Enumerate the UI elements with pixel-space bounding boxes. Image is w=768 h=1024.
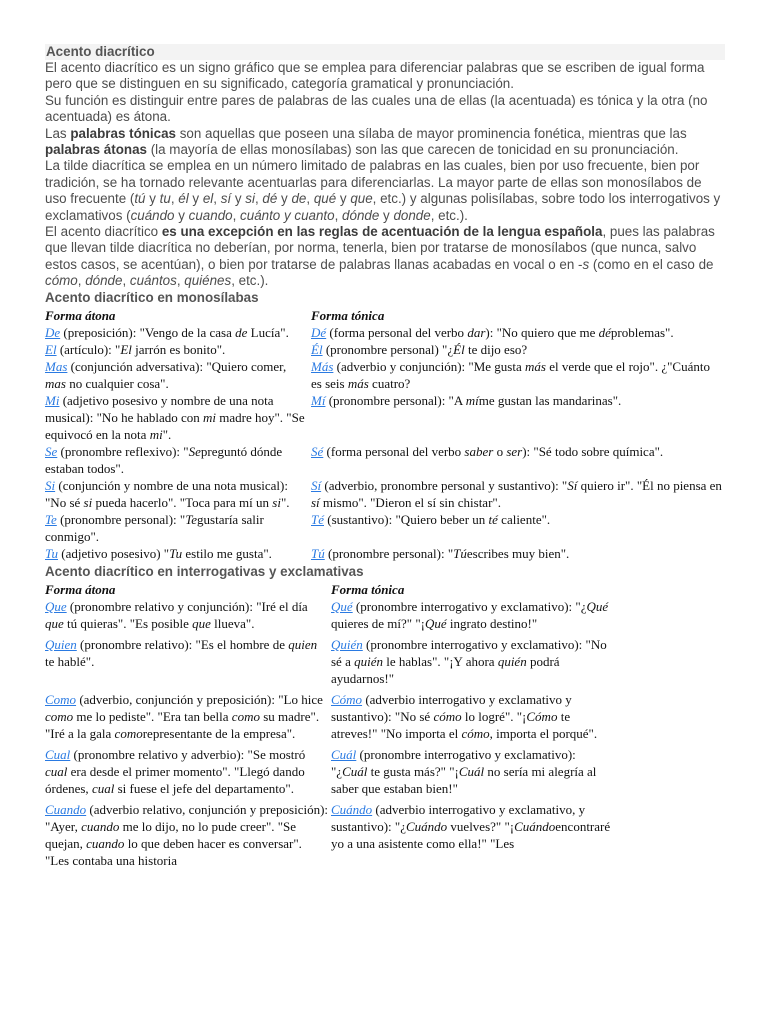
text-run: (preposición): "Vengo de la casa: [60, 324, 236, 340]
text-run: tú quieras". "Es posible: [63, 615, 193, 631]
text-run: El acento diacrítico: [45, 224, 162, 240]
text-run: ,: [170, 191, 179, 207]
text-run: (adverbio interrogativo y exclamativo, y sustantivo): "¿: [331, 801, 586, 834]
italic-text: cuando: [86, 835, 125, 851]
word-link[interactable]: Mas: [45, 358, 68, 374]
italic-text: cómo: [433, 708, 462, 724]
italic-text: si: [245, 191, 255, 207]
word-link[interactable]: Que: [45, 598, 67, 614]
table-row: [45, 341, 725, 358]
text-run: me lo pediste". "Era tan bella: [73, 708, 232, 724]
text-run: lo que deben hacer es conversar". "Les contaba una historia: [45, 835, 302, 868]
cell-tonica: [331, 691, 617, 746]
table-row: [45, 691, 617, 746]
italic-text: de: [235, 324, 248, 340]
text-run: madre hoy". "Se equivocó en la nota: [45, 409, 305, 442]
word-link[interactable]: Cómo: [331, 691, 363, 707]
word-link[interactable]: Como: [45, 691, 77, 707]
cell-atona: [45, 443, 311, 477]
text-run: (pronombre relativo y conjunción): "Iré el día: [66, 598, 308, 614]
word-link[interactable]: Tu: [45, 545, 59, 561]
text-run: (artículo): ": [56, 341, 121, 357]
text-run: , etc.) y algunas polisílabas, sobre todo los interrogativos y exclamativos (: [45, 191, 721, 223]
italic-text: Cuál: [458, 763, 485, 779]
text-run: (pronombre reflexivo): ": [57, 443, 189, 459]
italic-text: que: [192, 615, 211, 631]
italic-text: como: [231, 708, 260, 724]
italic-text: dar: [467, 324, 486, 340]
italic-text: cual: [45, 763, 68, 779]
text-run: (adverbio relativo, conjunción y preposición): "Ayer,: [45, 801, 329, 834]
italic-text: como: [114, 725, 143, 741]
text-run: (forma personal del verbo: [323, 443, 465, 459]
cell-atona: [45, 746, 331, 801]
word-link[interactable]: Quién: [331, 636, 363, 652]
cell-tonica: [331, 801, 617, 873]
text-run: no cualquier cosa".: [65, 375, 169, 391]
italic-text: Cuándo: [514, 818, 556, 834]
text-run: Las: [45, 125, 71, 141]
text-run: (pronombre interrogativo y exclamativo): "¿: [352, 598, 587, 614]
text-run: Lucía".: [247, 324, 289, 340]
italic-text: mi: [149, 426, 163, 442]
table-row: [45, 443, 725, 477]
word-link[interactable]: Si: [45, 477, 56, 493]
paragraph: [45, 224, 725, 290]
text-run: (adverbio y conjunción): "Me gusta: [333, 358, 525, 374]
text-run: y: [277, 191, 292, 207]
word-link[interactable]: Él: [311, 341, 323, 357]
table-monosilabas: [45, 307, 725, 562]
italic-text: dé: [262, 191, 278, 207]
column-header-atona: Forma átona: [45, 581, 116, 597]
text-run: ,: [176, 273, 185, 289]
text-run: preguntó dónde estaban todos".: [45, 443, 283, 476]
italic-text: más: [347, 375, 369, 391]
word-link[interactable]: Té: [311, 511, 324, 527]
column-header-atona: Forma átona: [45, 307, 116, 323]
text-run: me lo dijo, no lo pude creer". "Se quejan,: [45, 818, 297, 851]
italic-text: tu: [159, 191, 171, 207]
text-run: (adverbio, pronombre personal y sustantivo): ": [321, 477, 568, 493]
italic-text: sí: [311, 494, 320, 510]
text-run: su madre". "Iré a la gala: [45, 708, 320, 741]
cell-atona: [45, 477, 311, 511]
text-run: (pronombre personal): "A: [325, 392, 466, 408]
text-run: te hablé".: [45, 653, 95, 669]
text-run: mismo". "Dieron el sí sin chistar".: [319, 494, 501, 510]
text-run: (pronombre personal): ": [56, 511, 186, 527]
text-run: , etc.).: [430, 207, 468, 223]
cell-atona: [45, 545, 311, 562]
cell-atona: [45, 801, 331, 873]
text-run: vuelves?" "¡: [447, 818, 515, 834]
text-run: (adverbio interrogativo y exclamativo y sustantivo): "No sé: [331, 691, 572, 724]
text-run: llueva".: [210, 615, 255, 631]
word-link[interactable]: Te: [45, 511, 57, 527]
italic-text: cuándo: [130, 207, 175, 223]
italic-text: qué: [313, 191, 337, 207]
text-run: problemas".: [610, 324, 674, 340]
cell-atona: [45, 341, 311, 358]
text-run: gustaría salir conmigo".: [45, 511, 264, 544]
table-row: [45, 545, 725, 562]
text-run: ,: [77, 273, 86, 289]
text-run: era desde el primer momento". "Llegó dando órdenes,: [45, 763, 305, 796]
word-link[interactable]: Qué: [331, 598, 353, 614]
paragraph: Su función es distinguir entre pares de palabras de las cuales una de ellas (la acentuada) es tónica y la otra (no acentuada) es átona.: [45, 92, 708, 125]
table-row: [45, 477, 725, 511]
italic-text: s: [582, 256, 590, 272]
text-run: (pronombre personal): ": [324, 545, 454, 561]
italic-text: Tú: [453, 545, 467, 561]
cell-tonica: [311, 392, 725, 443]
italic-text: Cómo: [526, 708, 558, 724]
italic-text: quién: [497, 653, 527, 669]
italic-text: quien: [288, 636, 318, 652]
text-run: ,: [213, 191, 221, 207]
text-run: pueda hacerlo". "Toca para mí un: [92, 494, 273, 510]
cell-atona: [45, 324, 311, 341]
column-header-tonica: Forma tónica: [331, 581, 405, 597]
word-link[interactable]: Cuándo: [331, 801, 373, 817]
word-link[interactable]: Cuando: [45, 801, 87, 817]
text-run: (adverbio, conjunción y preposición): "Lo hice: [76, 691, 323, 707]
italic-text: ser: [506, 443, 523, 459]
text-run: caliente".: [497, 511, 551, 527]
section-heading-monosilabas: Acento diacrítico en monosílabas: [45, 289, 259, 305]
text-run: ): "No quiero que me: [485, 324, 599, 340]
italic-text: Qué: [586, 598, 609, 614]
text-run: jarrón es bonito".: [131, 341, 226, 357]
section-heading-interrogativas: Acento diacrítico en interrogativas y exclamativas: [45, 563, 364, 579]
word-link[interactable]: Se: [45, 443, 58, 459]
text-run: estilo me gusta".: [182, 545, 272, 561]
word-link[interactable]: El: [45, 341, 57, 357]
text-run: (conjunción adversativa): "Quiero comer,: [67, 358, 287, 374]
text-run: (como en el caso de: [589, 256, 714, 272]
italic-text: quiénes: [184, 273, 232, 289]
text-run: y: [188, 191, 203, 207]
italic-text: mas: [45, 375, 66, 391]
text-run: ,: [254, 191, 263, 207]
paragraph: [45, 126, 725, 159]
text-run: , importa el porqué".: [489, 725, 598, 741]
italic-text: como: [45, 708, 74, 724]
italic-text: cuánto y cuanto: [240, 207, 335, 223]
text-run: (pronombre personal) "¿: [322, 341, 454, 357]
italic-text: Se: [188, 443, 201, 459]
word-link[interactable]: Más: [311, 358, 334, 374]
text-run: ): "Sé todo sobre química".: [522, 443, 664, 459]
word-link[interactable]: Quien: [45, 636, 77, 652]
text-run: o: [493, 443, 507, 459]
text-run: le hablas". "¡Y ahora: [383, 653, 498, 669]
text-run: (sustantivo): "Quiero beber un: [324, 511, 489, 527]
paragraph: El acento diacrítico es un signo gráfico que se emplea para diferenciar palabras que se escriben de igual forma pero que se distinguen en su significado, categoría gramatical y pronunciación.: [45, 60, 705, 92]
italic-text: El: [120, 341, 132, 357]
italic-text: cuando: [188, 207, 233, 223]
italic-text: cuántos: [129, 273, 177, 289]
italic-text: dónde: [342, 207, 380, 223]
text-run: si fuese el jefe del departamento".: [114, 780, 294, 796]
italic-text: Cuál: [342, 763, 368, 779]
cell-tonica: [311, 545, 725, 562]
italic-text: él: [178, 191, 189, 207]
text-run: quiero ir". "Él no piensa en: [577, 477, 722, 493]
text-run: (pronombre relativo y adverbio): "Se mostró: [70, 746, 306, 762]
text-run: ,: [122, 273, 130, 289]
italic-text: que: [350, 191, 373, 207]
cell-tonica: [311, 443, 725, 477]
italic-text: dónde: [85, 273, 123, 289]
cell-tonica: [331, 598, 617, 636]
table-interrogativas: [45, 581, 617, 873]
bold-text: palabras átonas: [45, 142, 147, 158]
text-run: encontraré yo a una asistente como ella!" "Les: [331, 818, 611, 851]
text-run: (pronombre relativo): "Es el hombre de: [76, 636, 289, 652]
text-run: y: [174, 207, 189, 223]
text-run: lo logré". "¡: [461, 708, 527, 724]
table-row: [45, 801, 617, 873]
text-run: ,: [306, 191, 314, 207]
italic-text: Cuándo: [406, 818, 448, 834]
italic-text: cual: [91, 780, 115, 796]
word-link[interactable]: Dé: [311, 324, 327, 340]
cell-atona: [45, 636, 331, 691]
text-run: representante de la empresa".: [142, 725, 296, 741]
text-run: te dijo eso?: [464, 341, 528, 357]
cell-tonica: [311, 341, 725, 358]
italic-text: té: [488, 511, 498, 527]
text-run: te atreves!" "No importa el: [331, 708, 571, 741]
italic-text: tú: [134, 191, 146, 207]
cell-atona: [45, 511, 311, 545]
word-link[interactable]: Mi: [45, 392, 60, 408]
italic-text: cuando: [81, 818, 120, 834]
italic-text: que: [45, 615, 64, 631]
cell-tonica: [331, 636, 617, 691]
text-run: ,: [334, 207, 343, 223]
bold-text: es una excepción en las reglas de acentuación de la lengua española: [161, 224, 603, 240]
italic-text: saber: [464, 443, 494, 459]
cell-tonica: [311, 358, 725, 392]
text-run: , etc.).: [231, 273, 269, 289]
italic-text: Él: [453, 341, 465, 357]
column-header-tonica: Forma tónica: [311, 307, 385, 323]
italic-text: mi: [203, 409, 217, 425]
text-run: (conjunción y nombre de una nota musical): "No sé: [45, 477, 288, 510]
italic-text: sí: [220, 191, 232, 207]
text-run: quieres de mí?" "¡: [331, 615, 425, 631]
cell-tonica: [311, 324, 725, 341]
italic-text: si: [83, 494, 93, 510]
table-row: [45, 636, 617, 691]
italic-text: el: [202, 191, 214, 207]
text-run: te gusta más?" "¡: [367, 763, 459, 779]
word-link[interactable]: De: [45, 324, 61, 340]
italic-text: más: [524, 358, 546, 374]
italic-text: si: [272, 494, 281, 510]
bold-text: palabras tónicas: [70, 125, 176, 141]
text-run: (pronombre interrogativo y exclamativo): "¿: [331, 746, 576, 779]
word-link[interactable]: Cual: [45, 746, 71, 762]
italic-text: quién: [354, 653, 383, 669]
word-link[interactable]: Tú: [311, 545, 325, 561]
table-row: [45, 324, 725, 341]
text-run: no sería mi alegría al saber que estaban bien!": [331, 763, 597, 796]
word-link[interactable]: Cuál: [331, 746, 357, 762]
text-run: (pronombre interrogativo y exclamativo): "No sé a: [331, 636, 607, 669]
table-row: [45, 358, 725, 392]
document-page: [45, 44, 725, 873]
text-run: cuatro?: [368, 375, 411, 391]
italic-text: Tu: [169, 545, 183, 561]
text-run: y: [145, 191, 160, 207]
italic-text: Sí: [567, 477, 578, 493]
text-run: me gustan las mandarinas".: [478, 392, 622, 408]
italic-text: donde: [393, 207, 431, 223]
cell-tonica: [311, 477, 725, 511]
text-run: son aquellas que poseen una sílaba de mayor prominencia fonética, mientras que las: [176, 125, 687, 141]
page-title: Acento diacrítico: [45, 44, 725, 60]
table-row: [45, 598, 617, 636]
text-run: ,: [232, 207, 241, 223]
text-run: , pues las palabras que llevan tilde diacrítica no deberían, por norma, tenerla, bien por tratarse de monosílabos (que nunca, salvo estos casos, se acentúan), o bien por tratarse de palabras llanas acabadas en vocal o en -: [45, 224, 715, 272]
cell-tonica: [311, 511, 725, 545]
text-run: ".: [162, 426, 172, 442]
word-link[interactable]: Sí: [311, 477, 322, 493]
intro-paragraphs: [45, 60, 725, 290]
text-run: escribes muy bien".: [466, 545, 570, 561]
word-link[interactable]: Sé: [311, 443, 324, 459]
text-run: podrá ayudarnos!": [331, 653, 560, 686]
table-row: [45, 511, 725, 545]
table-row: [45, 392, 725, 443]
italic-text: mí: [465, 392, 479, 408]
text-run: y: [336, 191, 351, 207]
cell-tonica: [331, 746, 617, 801]
word-link[interactable]: Mí: [311, 392, 326, 408]
table-row: [45, 746, 617, 801]
text-run: ingrato destino!": [446, 615, 538, 631]
text-run: (la mayoría de ellas monosílabas) son las que carecen de tonicidad en su pronunciación.: [146, 142, 679, 158]
text-run: (forma personal del verbo: [326, 324, 468, 340]
italic-text: Te: [185, 511, 198, 527]
text-run: y: [231, 191, 246, 207]
italic-text: cómo: [461, 725, 490, 741]
text-run: (adjetivo posesivo) ": [58, 545, 170, 561]
text-run: el verde que el rojo". ¿"Cuánto es seis: [311, 358, 710, 391]
text-run: La tilde diacrítica se emplea en un número limitado de palabras en las cuales, bien por uso frecuente, bien por tradición, se ha tornado relevante acentuarlas para diferenciarlas. La mayor parte de ellas son monosílabos de uso frecuente (: [45, 158, 702, 207]
cell-atona: [45, 691, 331, 746]
cell-atona: [45, 358, 311, 392]
italic-text: de: [291, 191, 307, 207]
text-run: ".: [280, 494, 290, 510]
cell-atona: [45, 598, 331, 636]
text-run: y: [379, 207, 394, 223]
italic-text: cómo: [45, 273, 78, 289]
italic-text: dé: [598, 324, 611, 340]
cell-atona: [45, 392, 311, 443]
text-run: (adjetivo posesivo y nombre de una nota musical): "No he hablado con: [45, 392, 274, 425]
paragraph: [45, 158, 725, 224]
italic-text: Qué: [425, 615, 447, 631]
